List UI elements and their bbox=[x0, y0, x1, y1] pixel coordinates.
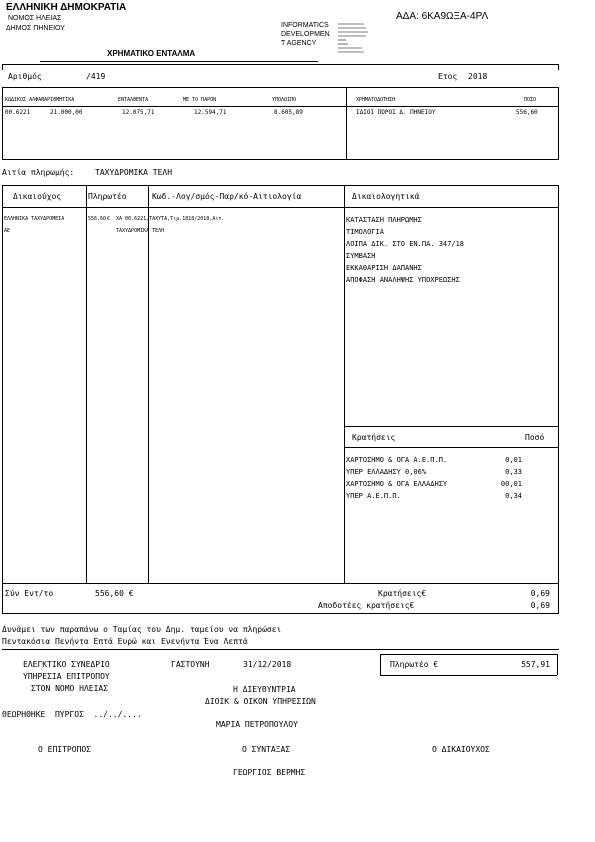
payable-box-top bbox=[380, 654, 557, 655]
title-underline bbox=[40, 61, 318, 62]
instruction-rule bbox=[2, 649, 559, 650]
budget-header-remaining: ΥΠΟΛΟΙΠΟ bbox=[272, 97, 297, 103]
final-payable-label: Πληρωτέο € bbox=[390, 660, 439, 669]
budget-header-rule bbox=[2, 106, 559, 107]
budget-remaining: 8.605,89 bbox=[274, 109, 303, 116]
code-header: Κωδ.-Λογ/σμός-Παρ/κό-Αιτιολογία bbox=[152, 192, 302, 201]
document-item: ΣΥΜΒΑΣΗ bbox=[346, 252, 376, 260]
number-label: Αριθμός bbox=[8, 72, 42, 81]
deduction-name: ΧΑΡΤΟΣΗΜΟ & ΟΓΑ ΕΛΛΑΔΗΣΥ bbox=[346, 480, 448, 488]
code-description: ΧΑ 00.6221,ΤΑΧΥΤΑ,Τιμ.1818/2018,Αιτ. bbox=[116, 216, 225, 222]
logo-line1: INFORMATICS bbox=[281, 22, 329, 29]
funding-header: ΧΡΗΜΑΤΟΔΟΤΗΣΗ bbox=[356, 97, 396, 103]
main-col-divider bbox=[86, 185, 87, 583]
deduction-value: 0,33 bbox=[505, 468, 522, 476]
main-bottom-rule bbox=[2, 583, 559, 584]
composer-signature: Ο ΣΥΝΤΑΞΑΣ bbox=[242, 745, 291, 754]
agency-fine-print-logo bbox=[338, 22, 374, 56]
deductions-top-rule bbox=[344, 426, 559, 427]
director-name: ΜΑΡΙΑ ΠΕΤΡΟΠΟΥΛΟΥ bbox=[216, 720, 298, 729]
main-right-border bbox=[558, 185, 559, 583]
budget-current: 12.594,71 bbox=[194, 109, 227, 116]
beneficiary-name: ΕΛΛΗΝΙΚΑ ΤΑΧΥΔΡΟΜΕΙΑ bbox=[4, 216, 65, 222]
main-col-divider bbox=[344, 185, 345, 583]
beneficiary-name-cont: ΑΕ bbox=[4, 228, 11, 234]
instruction-line: Δυνάμει των παραπάνω ο Ταμίας του Δημ. ταμείου να πληρώσει bbox=[2, 625, 282, 634]
budget-bottom-rule bbox=[2, 159, 559, 160]
deductions-header-rule bbox=[344, 447, 559, 448]
ada-code: ΑΔΑ: 6ΚΑ9ΩΞΑ-4ΡΛ bbox=[396, 11, 489, 22]
main-left-border bbox=[2, 185, 3, 583]
payable-box-left bbox=[380, 654, 381, 675]
payable-header: Πληρωτέο bbox=[88, 192, 127, 201]
totals-right-border bbox=[558, 583, 559, 613]
budget-right-border bbox=[558, 87, 559, 159]
deduction-value: 0,34 bbox=[505, 492, 522, 500]
payment-reason: ΤΑΧΥΔΡΟΜΙΚΑ ΤΕΛΗ bbox=[95, 168, 173, 177]
commissioner-signature: Ο ΕΠΙΤΡΟΠΟΣ bbox=[38, 745, 91, 754]
municipality-text: ΔΗΜΟΣ ΠΗΝΕΙΟΥ bbox=[6, 25, 65, 32]
director-title: Η ΔΙΕΥΘΥΝΤΡΙΑ bbox=[233, 685, 296, 694]
deductions-label: Κρατήσεις bbox=[352, 433, 396, 442]
logo-line3: T AGENCY bbox=[281, 40, 317, 47]
budget-header-allocated: ΕΝΤΑΛΘΕΝΤΑ bbox=[118, 97, 149, 103]
sum-label: Σύν Εντ/το bbox=[5, 589, 54, 598]
top-rule bbox=[2, 64, 559, 65]
audit-line3: ΣΤΟΝ ΝΟΜΟ ΗΛΕΙΑΣ bbox=[31, 684, 109, 693]
seen-line: ΘΕΩΡΗΘΗΚΕ ΠΥΡΓΟΣ ../../.... bbox=[2, 710, 142, 719]
budget-divider bbox=[346, 87, 347, 159]
returned-deductions-value: 0,69 bbox=[530, 601, 550, 610]
totals-bottom-rule bbox=[2, 613, 559, 614]
year-value: 2018 bbox=[468, 72, 488, 81]
rule-tick bbox=[558, 64, 559, 70]
code-description-cont: ΤΑΧΥΔΡΟΜΙΚΑ ΤΕΛΗ bbox=[116, 228, 165, 234]
budget-left-border bbox=[2, 87, 3, 159]
payment-reason-label: Αιτία πληρωμής: bbox=[2, 168, 75, 177]
funding-source: ΙΔΙΟΙ ΠΟΡΟΙ Δ. ΠΗΝΕΙΟΥ bbox=[356, 109, 436, 116]
beneficiary-header: Δικαιούχος bbox=[13, 192, 62, 201]
budget-header-current: ΜΕ ΤΟ ΠΑΡΟΝ bbox=[183, 97, 217, 103]
prefecture-text: ΝΟΜΟΣ ΗΛΕΙΑΣ bbox=[8, 15, 62, 22]
payable-box-bottom bbox=[380, 675, 557, 676]
document-item: ΛΟΙΠΑ ΔΙΚ. ΣΤΟ ΕΝ.ΠΑ. 347/18 bbox=[346, 240, 465, 248]
year-label: Ετος bbox=[438, 72, 458, 81]
payable-amount: 556,60 bbox=[88, 216, 107, 222]
budget-top-rule bbox=[2, 87, 559, 88]
audit-line2: ΥΠΗΡΕΣΙΑ ΕΠΙΤΡΟΠΟΥ bbox=[23, 672, 110, 681]
deduction-value: 0,01 bbox=[505, 456, 522, 464]
totals-left-border bbox=[2, 583, 3, 613]
funding-amount: 556,60 bbox=[516, 109, 538, 116]
budget-allocated: 12.075,71 bbox=[122, 109, 155, 116]
document-title: ΧΡΗΜΑΤΙΚΟ ΕΝΤΑΛΜΑ bbox=[107, 49, 196, 58]
place: ΓΑΣΤΟΥΝΗ bbox=[171, 660, 210, 669]
amount-in-words: Πεντακόσια Πενήντα Επτά Ευρώ και Ενενήντα Ένα Λεπτά bbox=[2, 637, 248, 646]
deduction-name: ΥΠΕΡ ΕΛΛΑΔΗΣΥ 0,06% bbox=[346, 468, 427, 476]
returned-deductions-label: Αποδοτέες κρατήσεις€ bbox=[318, 601, 415, 610]
budget-header-code: ΚΩΔΙΚΟΣ ΑΛΦΑΝΑΡΙΘΜΗΤΙΚΑ bbox=[5, 97, 75, 103]
director-department: ΔΙΟΙΚ & ΟΙΚΟΝ ΥΠΗΡΕΣΙΩΝ bbox=[205, 697, 316, 706]
document-item: ΕΚΚΑΘΑΡΙΣΗ ΔΑΠΑΝΗΣ bbox=[346, 264, 422, 272]
beneficiary-signature: Ο ΔΙΚΑΙΟΥΧΟΣ bbox=[432, 745, 490, 754]
audit-line1: ΕΛΕΓΚΤΙΚΟ ΣΥΝΕΔΡΙΟ bbox=[23, 660, 110, 669]
funding-amount-header: ΠΟΣΟ bbox=[524, 97, 537, 103]
logo-line2: DEVELOPMEN bbox=[281, 31, 330, 38]
documents-header: Δικαιολογητικά bbox=[352, 192, 420, 201]
country-heading: ΕΛΛΗΝΙΚΗ ΔΗΜΟΚΡΑΤΙΑ bbox=[6, 2, 127, 13]
document-item: ΑΠΟΦΑΣΗ ΑΝΑΛΗΨΗΣ ΥΠΟΧΡΕΩΣΗΣ bbox=[346, 276, 460, 284]
composer-name: ΓΕΩΡΓΙΟΣ ΒΕΡΜΗΣ bbox=[233, 768, 306, 777]
sum-value: 556,60 € bbox=[95, 589, 134, 598]
deduction-name: ΧΑΡΤΟΣΗΜΟ & ΟΓΑ Α.Ε.Π.Π. bbox=[346, 456, 448, 464]
deductions-total-label: Κρατήσεις€ bbox=[378, 589, 427, 598]
document-item: ΚΑΤΑΣΤΑΣΗ ΠΛΗΡΩΜΗΣ bbox=[346, 216, 422, 224]
deduction-name: ΥΠΕΡ Α.Ε.Π.Π. bbox=[346, 492, 401, 500]
final-payable-value: 557,91 bbox=[521, 660, 550, 669]
deductions-total-value: 0,69 bbox=[530, 589, 550, 598]
payable-box-right bbox=[557, 654, 558, 675]
rule-tick bbox=[2, 64, 3, 70]
number-value: /419 bbox=[86, 72, 106, 81]
document-item: ΤΙΜΟΛΟΓΙΑ bbox=[346, 228, 384, 236]
deductions-amount-label: Ποσό bbox=[525, 433, 545, 442]
budget-code: 00.6221 bbox=[5, 109, 31, 116]
payable-unit: € bbox=[107, 216, 111, 222]
deduction-value: 00,01 bbox=[500, 480, 522, 488]
budget-credit: 21.000,00 bbox=[50, 109, 83, 116]
main-col-divider bbox=[148, 185, 149, 583]
date: 31/12/2018 bbox=[243, 660, 292, 669]
